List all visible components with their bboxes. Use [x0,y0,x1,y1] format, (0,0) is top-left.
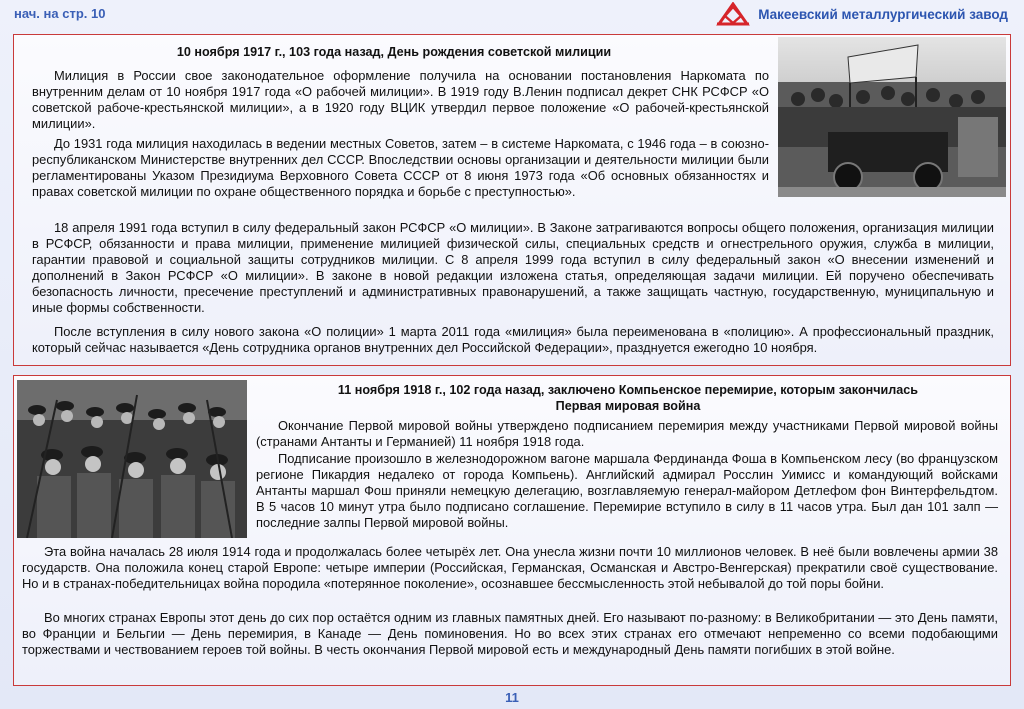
article-title: 10 ноября 1917 г., 103 года назад, День рождения советской милиции [176,45,612,59]
article-militia [13,34,1011,366]
company-name: Макеевский металлургический завод [758,6,1008,22]
continued-from-link[interactable]: нач. на стр. 10 [14,6,106,21]
article-paragraph: Эта война началась 28 июля 1914 года и продолжалась более четырёх лет. Она унесла жизни почти 10 миллионов человек. В неё были вовлечены армии 38 государств. Она положила конец старой Европе: четыре империи (Российская, Германская, Османская и Австро-Венгерская) прекратили своё существование. Но и в странах-победительницах война породила «потерянное поколение», осознавшее бессмысленность этой небывалой до той поры бойни. [22,544,998,591]
article-title-line: Первая мировая война [555,399,701,413]
article-paragraph: 18 апреля 1991 года вступил в силу федеральный закон РСФСР «О милиции». В Законе затрагиваются вопросы общего положения, организация милиции в РСФСР, обязанности и права милиции, применение милицией физической силы, специальных средств и огнестрельного оружия, служба в милиции, гарантии правовой и социальной защиты сотрудников милиции. С 8 апреля 1999 года вступил в силу федеральный закон «О внесении изменений и дополнений в Закон РСФСР «О милиции». В законе в новой редакции изложена статья, определяющая задачи милиции. Ей поручено обеспечивать безопасность личности, пресечение преступлений и административных правонарушений, а также защищать частную, государственную, муниципальную и иные формы собственности. [32,220,994,315]
article-title-line: 11 ноября 1918 г., 102 года назад, заключено Компьенское перемирие, которым закончилась [337,383,919,397]
ww1-soldiers-photo [17,380,247,538]
article-paragraph: После вступления в силу нового закона «О полиции» 1 марта 2011 года «милиция» была переименована в «полицию». А профессиональный праздник, который сейчас называется «День сотрудника органов внутренних дел Российской Федерации», празднуется ежегодно 10 ноября. [32,324,994,355]
article-paragraph: Во многих странах Европы этот день до сих пор остаётся одним из главных памятных дней. Его называют по-разному: в Великобритании — это День памяти, во Франции и Бельгии — День перемирия, в Канаде — День поминовения. Но во всех этих странах его отмечают непременно со всеми подобающими торжествами и чествованием героев той войны. В честь окончания Первой мировой есть и международный День памяти погибших в этой войне. [22,610,998,657]
militia-historical-photo [778,37,1006,197]
article-title [258,382,998,414]
brand [716,2,1008,26]
article-armistice [13,375,1011,686]
article-paragraph: До 1931 года милиция находилась в ведении местных Советов, затем – в системе Наркомата, с 1946 года – в союзно-республиканском Министерстве внутренних дел СССР. Впоследствии основы организации и деятельности милиции были регламентированы Указом Президиума Верховного Совета СССР от 8 июня 1973 года «Об основных обязанностях и правах советской милиции по охране общественного порядка и борьбе с преступностью». [32,136,769,199]
article-paragraph: Милиция в России свое законодательное оформление получила на основании постановления Наркомата по внутренним делам от 10 ноября 1917 года «О рабочей милиции». В 1919 году В.Ленин подписал декрет СНК РСФСР «О советской рабоче-крестьянской милиции», а в 1920 году ВЦИК утвердил первое положение «О рабочей-крестьянской милиции». [32,68,769,131]
page-header [0,0,1024,30]
article-paragraph: Подписание произошло в железнодорожном вагоне маршала Фердинанда Фоша в Компьенском лесу (во французском регионе Пикардия недалеко от города Компьень). Английский адмирал Росслин Уимисс и командующий войсками Антанты маршал Фош приняли немецкую делегацию, возглавляемую генерал-майором Детлефом фон Винтерфельдтом. В 5 часов 10 минут утра было подписано соглашение. Перемирие вступило в силу в 11 часов утра. Был дан 101 залп — последние залпы Первой мировой войны. [256,451,998,530]
article-paragraph: Окончание Первой мировой войны утверждено подписанием перемирия между участниками Первой мировой войны (странами Антанты и Германией) 11 ноября 1918 года. [256,418,998,449]
company-logo-icon [716,2,750,26]
page-number: 11 [505,690,519,705]
